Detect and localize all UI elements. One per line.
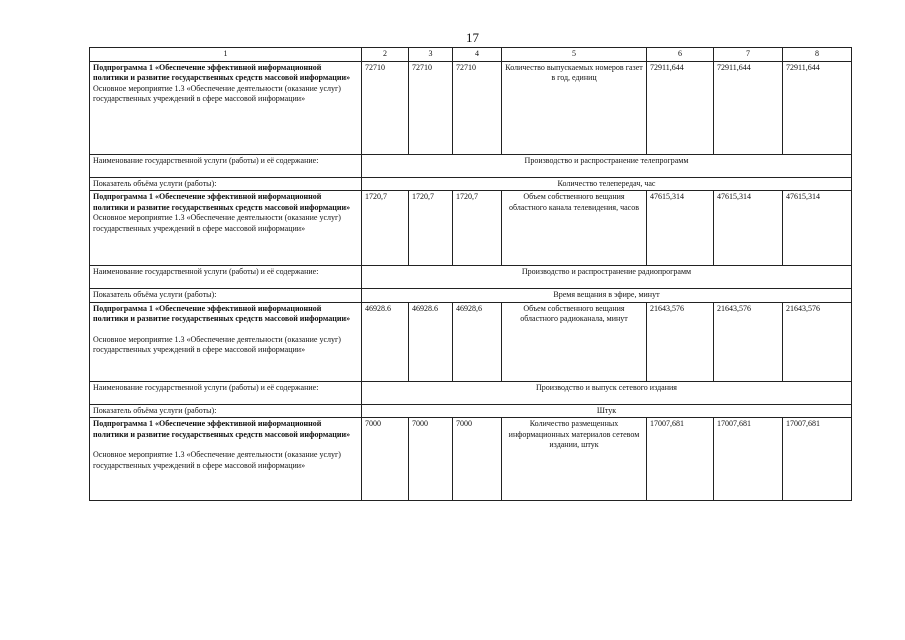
value-cell: 1720,7 <box>362 191 409 266</box>
header-row <box>90 48 852 62</box>
program-cell <box>90 418 362 501</box>
program-cell <box>90 191 362 266</box>
service-name-row <box>90 266 852 289</box>
header-cell: 2 <box>362 48 409 62</box>
service-label: Наименование государственной услуги (работы) и её содержание: <box>90 154 362 177</box>
value-cell: 72911,644 <box>647 61 714 154</box>
service-indicator-row <box>90 404 852 418</box>
program-title: Подпрограмма 1 «Обеспечение эффективной информационной политики и развитие государственных средств массовой информации» <box>93 419 351 439</box>
header-cell: 6 <box>647 48 714 62</box>
program-title: Подпрограмма 1 «Обеспечение эффективной информационной политики и развитие государственных средств массовой информации» <box>93 192 351 212</box>
header-cell: 8 <box>783 48 852 62</box>
indicator-cell: Объем собственного вещания областного радиоканала, минут <box>502 302 647 381</box>
header-cell: 4 <box>453 48 502 62</box>
header-cell: 3 <box>409 48 453 62</box>
program-cell <box>90 302 362 381</box>
service-name-row <box>90 381 852 404</box>
value-cell: 72710 <box>362 61 409 154</box>
service-indicator: Количество телепередач, час <box>362 177 852 191</box>
program-title: Подпрограмма 1 «Обеспечение эффективной информационной политики и развитие государственных средств массовой информации» <box>93 62 351 82</box>
program-row <box>90 61 852 154</box>
value-cell: 46928.6 <box>409 302 453 381</box>
header-cell: 5 <box>502 48 647 62</box>
service-indicator-row <box>90 289 852 303</box>
value-cell: 21643,576 <box>714 302 783 381</box>
service-indicator: Штук <box>362 404 852 418</box>
value-cell: 17007,681 <box>783 418 852 501</box>
value-cell: 47615,314 <box>714 191 783 266</box>
page-number: 17 <box>466 30 479 45</box>
value-cell: 47615,314 <box>647 191 714 266</box>
data-table <box>89 47 852 501</box>
indicator-cell: Количество выпускаемых номеров газет в год, единиц <box>502 61 647 154</box>
value-cell: 7000 <box>409 418 453 501</box>
program-title: Подпрограмма 1 «Обеспечение эффективной информационной политики и развитие государственных средств массовой информации» <box>93 303 351 323</box>
volume-label: Показатель объёма услуги (работы): <box>90 404 362 418</box>
value-cell: 72911,644 <box>714 61 783 154</box>
value-cell: 17007,681 <box>714 418 783 501</box>
volume-label: Показатель объёма услуги (работы): <box>90 289 362 303</box>
value-cell: 1720,7 <box>453 191 502 266</box>
value-cell: 21643,576 <box>783 302 852 381</box>
service-indicator-row <box>90 177 852 191</box>
program-cell <box>90 61 362 154</box>
service-name: Производство и выпуск сетевого издания <box>362 381 852 404</box>
program-row <box>90 418 852 501</box>
service-label: Наименование государственной услуги (работы) и её содержание: <box>90 381 362 404</box>
value-cell: 72911,644 <box>783 61 852 154</box>
value-cell: 47615,314 <box>783 191 852 266</box>
program-row <box>90 191 852 266</box>
service-label: Наименование государственной услуги (работы) и её содержание: <box>90 266 362 289</box>
activity-text: Основное мероприятие 1.3 «Обеспечение деятельности (оказание услуг) государственных учреждений в сфере массовой информации» <box>93 213 341 233</box>
service-indicator: Время вещания в эфире, минут <box>362 289 852 303</box>
indicator-cell: Количество размещенных информационных материалов сетевом издании, штук <box>502 418 647 501</box>
header-cell: 1 <box>90 48 362 62</box>
value-cell: 1720,7 <box>409 191 453 266</box>
service-name: Производство и распространение радиопрограмм <box>362 266 852 289</box>
value-cell: 72710 <box>409 61 453 154</box>
activity-text: Основное мероприятие 1.3 «Обеспечение деятельности (оказание услуг) государственных учреждений в сфере массовой информации» <box>93 450 341 470</box>
activity-text: Основное мероприятие 1.3 «Обеспечение деятельности (оказание услуг) государственных учреждений в сфере массовой информации» <box>93 334 341 354</box>
program-row <box>90 302 852 381</box>
value-cell: 72710 <box>453 61 502 154</box>
indicator-cell: Объем собственного вещания областного канала телевидения, часов <box>502 191 647 266</box>
service-name-row <box>90 154 852 177</box>
activity-text: Основное мероприятие 1.3 «Обеспечение деятельности (оказание услуг) государственных учреждений в сфере массовой информации» <box>93 83 341 103</box>
volume-label: Показатель объёма услуги (работы): <box>90 177 362 191</box>
header-cell: 7 <box>714 48 783 62</box>
value-cell: 17007,681 <box>647 418 714 501</box>
value-cell: 7000 <box>453 418 502 501</box>
service-name: Производство и распространение телепрограмм <box>362 154 852 177</box>
value-cell: 21643,576 <box>647 302 714 381</box>
value-cell: 7000 <box>362 418 409 501</box>
value-cell: 46928,6 <box>453 302 502 381</box>
value-cell: 46928.6 <box>362 302 409 381</box>
